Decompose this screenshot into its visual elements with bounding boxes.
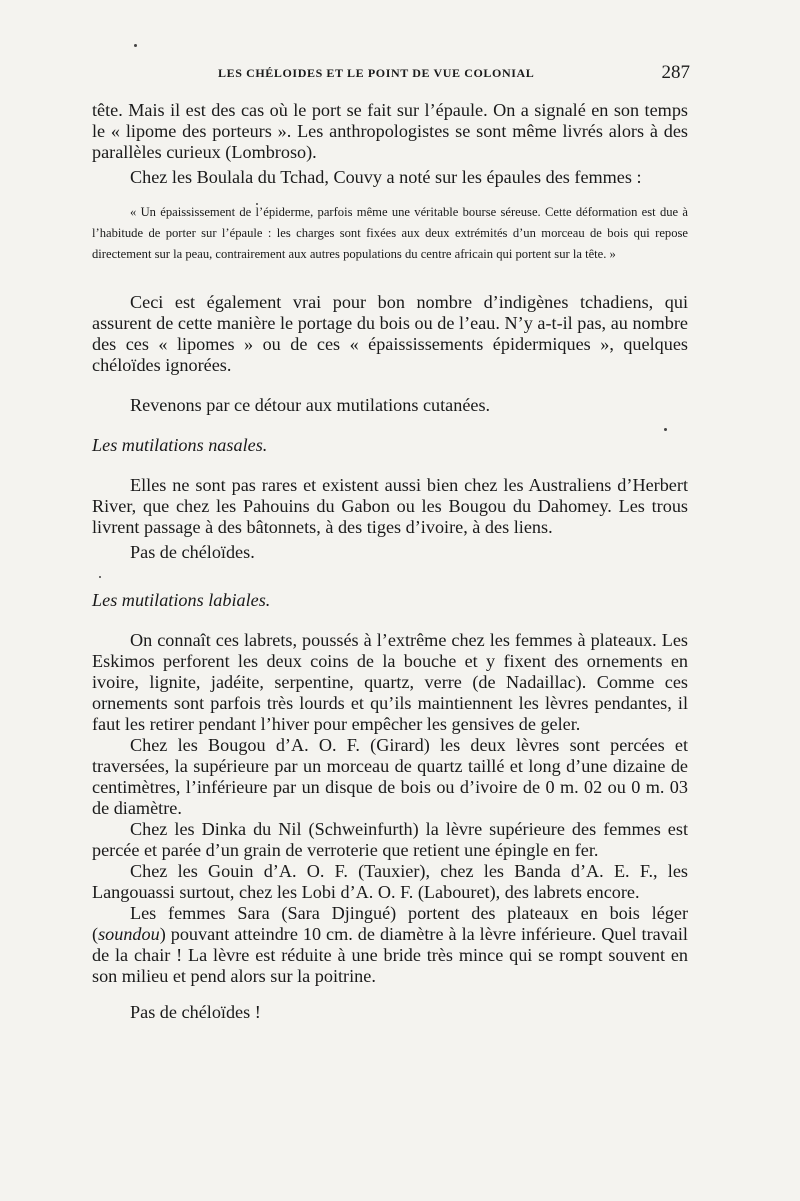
paragraph: Revenons par ce détour aux mutilations cutanées. — [130, 395, 491, 415]
section-heading: Les mutilations labiales. — [92, 590, 271, 610]
print-speck — [99, 576, 101, 578]
page-number: 287 — [661, 62, 690, 83]
paragraph: Ceci est également vrai pour bon nombre d’indigènes tchadiens, qui assurent de cette manière le portage du bois ou de l’eau. N’y a-t-il pas, au nombre des ces « lipomes » ou de ces « épaississements épidermiques », quelques chéloïdes ignorées. — [92, 292, 688, 375]
block-quote: « Un épaississement de l’épiderme, parfois même une véritable bourse séreuse. Cette déformation est due à l’habitude de porter sur l’épaule : les charges sont fixées aux deux extrémités d’un morceau de bois qui repose directement sur la peau, contrairement aux autres populations du centre africain qui portent sur la tête. » — [92, 205, 688, 261]
paragraph — [92, 903, 688, 987]
paragraph: Chez les Gouin d’A. O. F. (Tauxier), chez les Banda d’A. E. F., les Langouassi surtout, chez les Lobi d’A. O. F. (Labouret), des labrets encore. — [92, 861, 688, 902]
paragraph: Chez les Bougou d’A. O. F. (Girard) les deux lèvres sont percées et traversées, la supérieure par un morceau de quartz taillé et long d’une dizaine de centimètres, l’inférieure par un disque de bois ou d’ivoire de 0 m. 02 ou 0 m. 03 de diamètre. — [92, 735, 688, 818]
paragraph: Pas de chéloïdes ! — [130, 1002, 261, 1022]
print-speck — [664, 428, 667, 431]
paragraph: tête. Mais il est des cas où le port se fait sur l’épaule. On a signalé en son temps le « lipome des porteurs ». Les anthropologistes se sont même livrés alors à des parallèles curieux (Lombroso). — [92, 100, 688, 162]
section-heading: Les mutilations nasales. — [92, 435, 268, 455]
paragraph: Elles ne sont pas rares et existent aussi bien chez les Australiens d’Herbert River, que chez les Pahouins du Gabon ou les Bougou du Dahomey. Les trous livrent passage à des bâtonnets, à des tiges d’ivoire, à des liens. — [92, 475, 688, 537]
running-title: LES CHÉLOIDES ET LE POINT DE VUE COLONIAL — [218, 66, 535, 80]
text-run: Les femmes Sara (Sara Djingué) portent des plateaux en bois léger ( — [92, 903, 688, 944]
paragraph: On connaît ces labrets, poussés à l’extrême chez les femmes à plateaux. Les Eskimos perforent les deux coins de la bouche et y fixent des ornements en ivoire, lignite, jadéite, serpentine, quartz, verre (de Nadaillac). Comme ces ornements sont parfois très lourds et qu’ils maintiennent les lèvres pendantes, il faut les retirer pendant l’hiver pour empêcher les gensives de geler. — [92, 630, 688, 734]
paragraph: Chez les Boulala du Tchad, Couvy a noté sur les épaules des femmes : — [130, 167, 642, 187]
text-run: ) pouvant atteindre 10 cm. de diamètre à la lèvre inférieure. Quel travail de la chair ! La lèvre est réduite à une bride très mince qui se rompt souvent en son milieu et pend alors sur la poitrine. — [92, 924, 688, 986]
italic-term: soundou — [98, 924, 160, 944]
print-speck — [256, 203, 258, 205]
paragraph: Chez les Dinka du Nil (Schweinfurth) la lèvre supérieure des femmes est percée et parée d’un grain de verroterie que retient une épingle en fer. — [92, 819, 688, 860]
paragraph: Pas de chéloïdes. — [130, 542, 255, 562]
running-head — [92, 64, 700, 86]
page-body — [92, 100, 688, 1023]
print-speck — [134, 44, 137, 47]
